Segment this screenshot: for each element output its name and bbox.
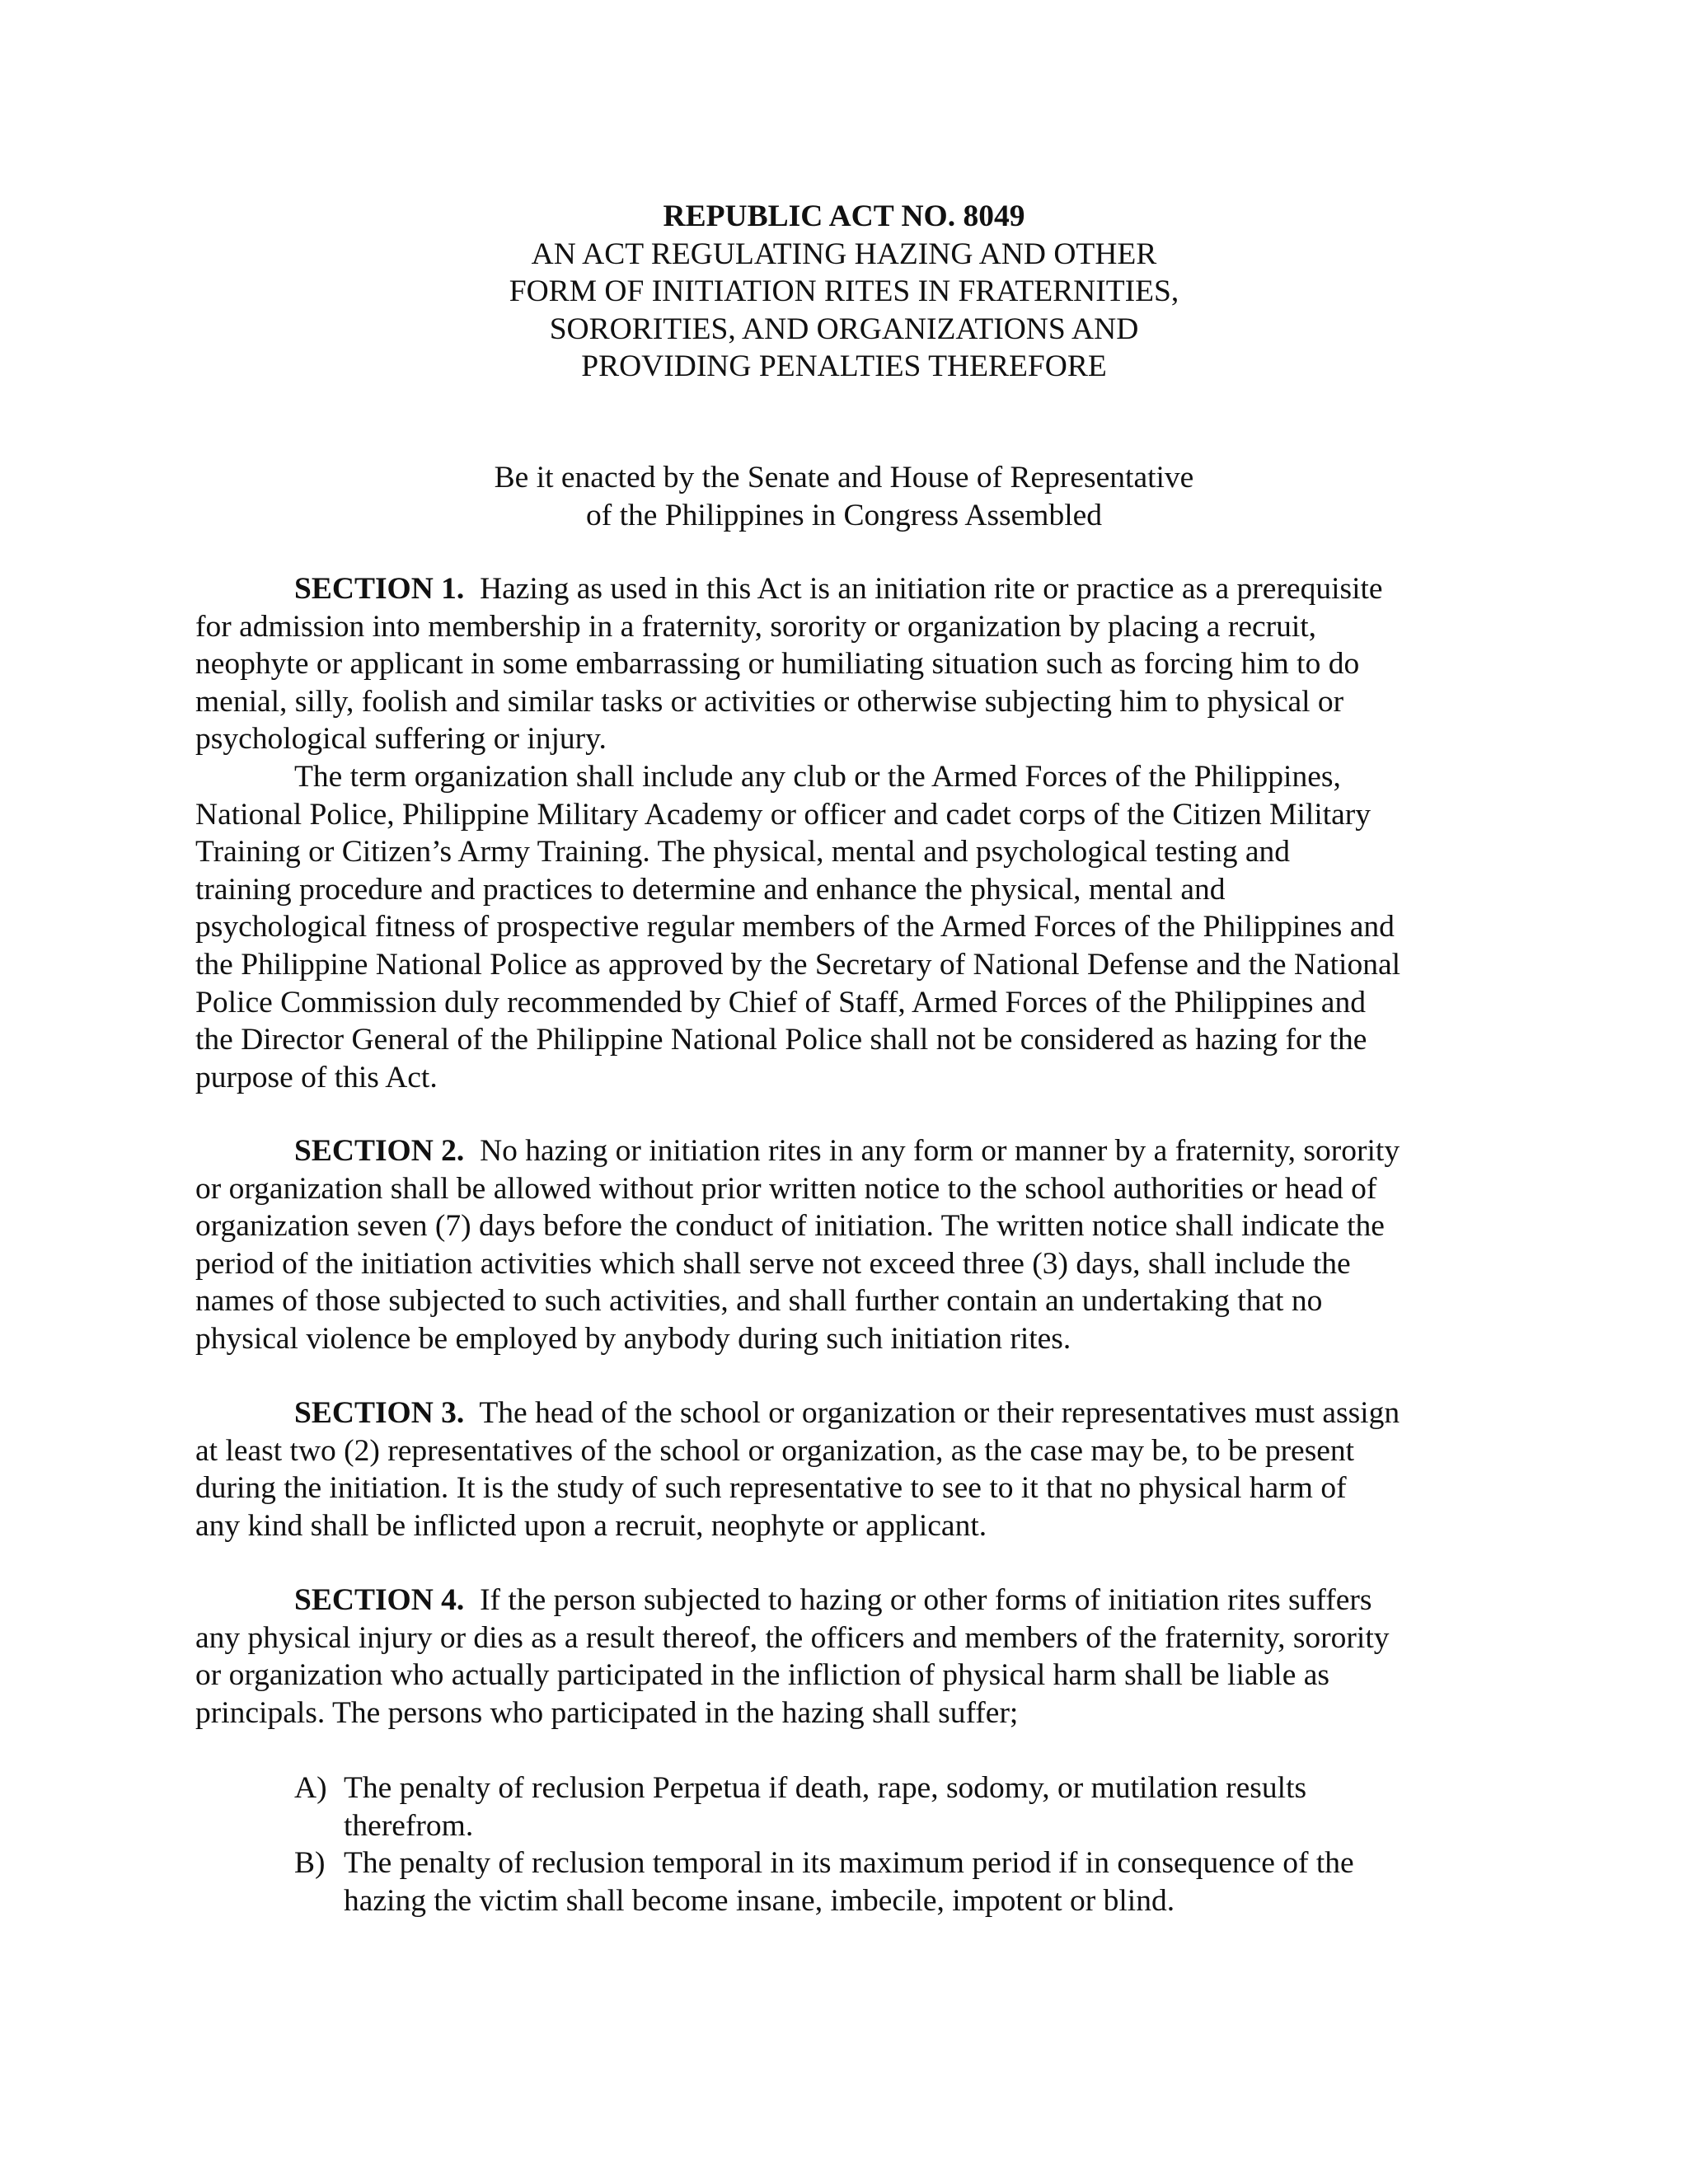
section-3-first-line [195, 1394, 1481, 1432]
penalty-list [294, 1769, 1481, 1919]
section-3-line: during the initiation. It is the study of such representative to see to it that no physical harm of [195, 1471, 1347, 1506]
section-3-text: The head of the school or organization or their representatives must assign [479, 1396, 1400, 1430]
section-1-paragraph-2-line: psychological fitness of prospective regular members of the Armed Forces of the Philippines and [195, 910, 1395, 944]
section-2-line: organization seven (7) days before the conduct of initiation. The written notice shall indicate the [195, 1209, 1385, 1244]
section-4-line: principals. The persons who participated in the hazing shall suffer; [195, 1695, 1019, 1730]
section-1 [195, 570, 1481, 1096]
section-1-paragraph-2-first-line: The term organization shall include any club or the Armed Forces of the Philippines, [294, 759, 1341, 794]
penalty-item-line: The penalty of reclusion Perpetua if death, rape, sodomy, or mutilation results [344, 1771, 1307, 1805]
act-title-line: AN ACT REGULATING HAZING AND OTHER [531, 237, 1157, 271]
enacting-clause-line: Be it enacted by the Senate and House of Representative [494, 461, 1194, 494]
section-3 [195, 1394, 1481, 1544]
section-4-heading: SECTION 4. [294, 1583, 465, 1617]
penalty-item-line: The penalty of reclusion temporal in its maximum period if in consequence of the [344, 1846, 1354, 1881]
section-2 [195, 1132, 1481, 1358]
section-1-line: psychological suffering or injury. [195, 722, 607, 757]
section-1-paragraph-2-line: training procedure and practices to determine and enhance the physical, mental and [195, 872, 1226, 907]
section-4-first-line [195, 1582, 1481, 1619]
section-1-paragraph-2-line: the Philippine National Police as approved by the Secretary of National Defense and the National [195, 947, 1401, 982]
section-2-heading: SECTION 2. [294, 1134, 465, 1168]
list-marker: B) [294, 1846, 326, 1881]
penalty-item-line: therefrom. [344, 1808, 474, 1843]
section-1-paragraph-2-line: National Police, Philippine Military Academy or officer and cadet corps of the Citizen Military [195, 797, 1372, 832]
section-4 [195, 1582, 1481, 1732]
act-title-block [0, 198, 1688, 386]
penalty-item-b [294, 1844, 1481, 1919]
section-1-paragraph-2-line: Police Commission duly recommended by Chief of Staff, Armed Forces of the Philippines and [195, 985, 1366, 1019]
section-2-line: or organization shall be allowed without prior written notice to the school authorities or head of [195, 1171, 1377, 1206]
section-2-first-line [195, 1132, 1481, 1170]
section-2-line: period of the initiation activities which shall serve not exceed three (3) days, shall include the [195, 1246, 1351, 1281]
section-4-text: If the person subjected to hazing or other forms of initiation rites suffers [480, 1583, 1372, 1617]
section-1-paragraph-2-line: purpose of this Act. [195, 1060, 438, 1094]
act-title-line: FORM OF INITIATION RITES IN FRATERNITIES, [509, 274, 1179, 308]
section-1-first-line [195, 570, 1481, 608]
section-2-line: names of those subjected to such activities, and shall further contain an undertaking that no [195, 1284, 1323, 1319]
act-number: REPUBLIC ACT NO. 8049 [663, 199, 1025, 233]
section-1-text: Hazing as used in this Act is an initiation rite or practice as a prerequisite [480, 572, 1383, 606]
section-1-paragraph-2-line: the Director General of the Philippine National Police shall not be considered as hazing for the [195, 1023, 1367, 1057]
act-title-line: SORORITIES, AND ORGANIZATIONS AND [549, 312, 1139, 346]
enacting-clause-line: of the Philippines in Congress Assembled [585, 498, 1103, 532]
section-1-line: menial, silly, foolish and similar tasks or activities or otherwise subjecting him to physical or [195, 684, 1344, 719]
penalty-item-a [294, 1769, 1481, 1844]
section-2-text: No hazing or initiation rites in any form or manner by a fraternity, sorority [480, 1134, 1400, 1168]
section-3-heading: SECTION 3. [294, 1396, 465, 1430]
section-4-line: or organization who actually participated in the infliction of physical harm shall be liable as [195, 1658, 1329, 1693]
section-1-line: for admission into membership in a fraternity, sorority or organization by placing a recruit, [195, 609, 1317, 644]
enacting-clause [0, 459, 1688, 534]
section-4-line: any physical injury or dies as a result thereof, the officers and members of the fraternity, sorority [195, 1620, 1390, 1655]
section-3-line: at least two (2) representatives of the school or organization, as the case may be, to be present [195, 1433, 1355, 1468]
section-1-paragraph-2-line: Training or Citizen’s Army Training. The physical, mental and psychological testing and [195, 835, 1290, 869]
penalty-item-line: hazing the victim shall become insane, imbecile, impotent or blind. [344, 1883, 1175, 1918]
section-2-line: physical violence be employed by anybody during such initiation rites. [195, 1321, 1071, 1356]
act-title-line: PROVIDING PENALTIES THEREFORE [581, 349, 1107, 383]
list-marker: A) [294, 1771, 327, 1805]
section-1-heading: SECTION 1. [294, 572, 465, 606]
section-1-line: neophyte or applicant in some embarrassing or humiliating situation such as forcing him to do [195, 647, 1360, 682]
section-3-line: any kind shall be inflicted upon a recruit, neophyte or applicant. [195, 1508, 987, 1543]
